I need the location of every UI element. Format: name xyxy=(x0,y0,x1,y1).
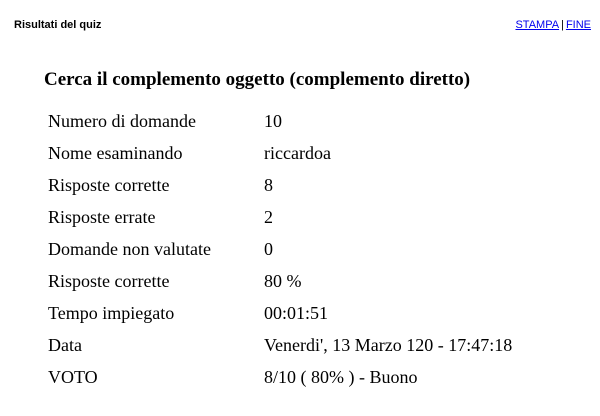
top-links xyxy=(515,19,591,31)
result-row-question-count xyxy=(48,105,512,137)
result-label: Nome esaminando xyxy=(48,143,183,163)
result-row-grade xyxy=(48,361,512,393)
result-row-date xyxy=(48,329,512,361)
result-row-time-spent xyxy=(48,297,512,329)
result-value: 80 % xyxy=(264,271,302,291)
result-value: 00:01:51 xyxy=(264,303,329,323)
result-label: Risposte corrette xyxy=(48,271,170,291)
result-label: Domande non valutate xyxy=(48,239,211,259)
result-row-unevaluated xyxy=(48,233,512,265)
result-label: VOTO xyxy=(48,367,98,387)
result-label: Tempo impiegato xyxy=(48,303,175,323)
result-row-correct-answers xyxy=(48,169,512,201)
results-table xyxy=(48,105,512,393)
result-value: 8/10 ( 80% ) - Buono xyxy=(264,367,418,387)
result-value: riccardoa xyxy=(264,143,331,163)
result-value: 2 xyxy=(264,207,273,227)
link-separator: | xyxy=(561,19,564,31)
result-value: 0 xyxy=(264,239,273,259)
result-label: Risposte corrette xyxy=(48,175,170,195)
end-link[interactable]: FINE xyxy=(565,19,591,31)
app-title: Risultati del quiz xyxy=(14,19,102,31)
result-row-correct-percent xyxy=(48,265,512,297)
result-value: Venerdi', 13 Marzo 120 - 17:47:18 xyxy=(264,335,513,355)
result-value: 10 xyxy=(264,111,282,131)
result-row-wrong-answers xyxy=(48,201,512,233)
result-label: Risposte errate xyxy=(48,207,156,227)
result-label: Numero di domande xyxy=(48,111,196,131)
print-link[interactable]: STAMPA xyxy=(515,19,560,31)
result-row-examinee-name xyxy=(48,137,512,169)
result-label: Data xyxy=(48,335,82,355)
quiz-title: Cerca il complemento oggetto (complemento diretto) xyxy=(44,69,471,90)
top-bar xyxy=(14,19,591,35)
result-value: 8 xyxy=(264,175,273,195)
